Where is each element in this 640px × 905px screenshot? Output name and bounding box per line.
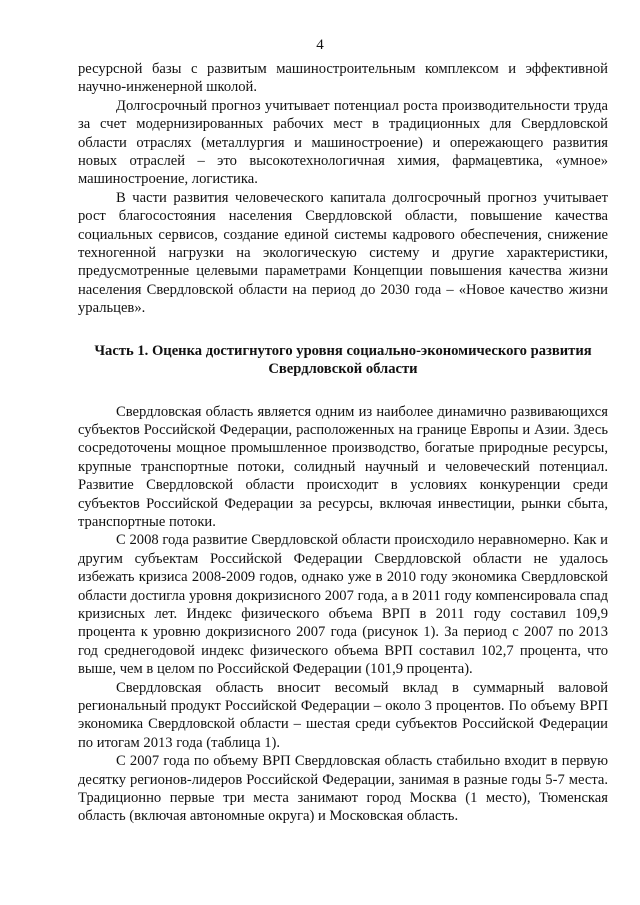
section-heading-line: Свердловской области (268, 361, 418, 378)
paragraph: С 2007 года по объему ВРП Свердловская область стабильно входит в первую десятку регионов-лидеров Российской Федерации, занимая в разные годы 5-7 места. Традиционно первые три места занимают город Москва (1 место), Тюменская область (включая автономные округа) и Московская область. (78, 753, 608, 825)
paragraph: Свердловская область является одним из наиболее динамично развивающихся субъектов Российской Федерации, расположенных на границе Европы и Азии. Здесь сосредоточены мощное промышленное производство, богатые природные ресурсы, крупные транспортные потоки, солидный научный и человеческий потенциал. Развитие Свердловской области происходит в условиях конкуренции среди субъектов Российской Федерации за ресурсы, включая инвестиции, рынки сбыта, транспортные потоки. (78, 403, 608, 530)
paragraph: Свердловская область вносит весомый вклад в суммарный валовой региональный продукт Российской Федерации – около 3 процентов. По объему ВРП экономика Свердловской области – шестая среди субъектов Российской Федерации по итогам 2013 года (таблица 1). (78, 679, 608, 751)
page-number: 4 (316, 37, 324, 53)
section-heading-line: Часть 1. Оценка достигнутого уровня социально-экономического развития (94, 342, 592, 359)
document-body (78, 60, 608, 826)
section-heading (78, 342, 608, 379)
paragraph: С 2008 года развитие Свердловской области происходило неравномерно. Как и другим субъектам Российской Федерации Свердловской области не удалось избежать кризиса 2008-2009 годов, однако уже в 2010 году экономика Свердловской области достигла уровня докризисного 2007 года, а в 2011 году компенсировала спад кризисных лет. Индекс физического объема ВРП в 2011 году составил 109,9 процента к уровню докризисного 2007 года (рисунок 1). За период с 2007 по 2013 год среднегодовой индекс физического объема ВРП составил 102,7 процента, что выше, чем в целом по Российской Федерации (101,9 процента). (78, 532, 608, 678)
paragraph: В части развития человеческого капитала долгосрочный прогноз учитывает рост благосостояния населения Свердловской области, повышение качества социальных сервисов, создание единой системы кадрового обеспечения, снижение техногенной нагрузки на экологическую систему и другие характеристики, предусмотренные целевыми параметрами Концепции повышения качества жизни населения Свердловской области на период до 2030 года – «Новое качество жизни уральцев». (78, 189, 608, 317)
paragraph: ресурсной базы с развитым машиностроительным комплексом и эффективной научно-инженерной школой. (78, 61, 608, 96)
paragraph: Долгосрочный прогноз учитывает потенциал роста производительности труда за счет модернизированных рабочих мест в традиционных для Свердловской области отраслях (металлургия и машиностроение) и опережающего развития новых отраслей – это высокотехнологичная химия, фармацевтика, «умное» машиностроение, логистика. (78, 97, 608, 188)
